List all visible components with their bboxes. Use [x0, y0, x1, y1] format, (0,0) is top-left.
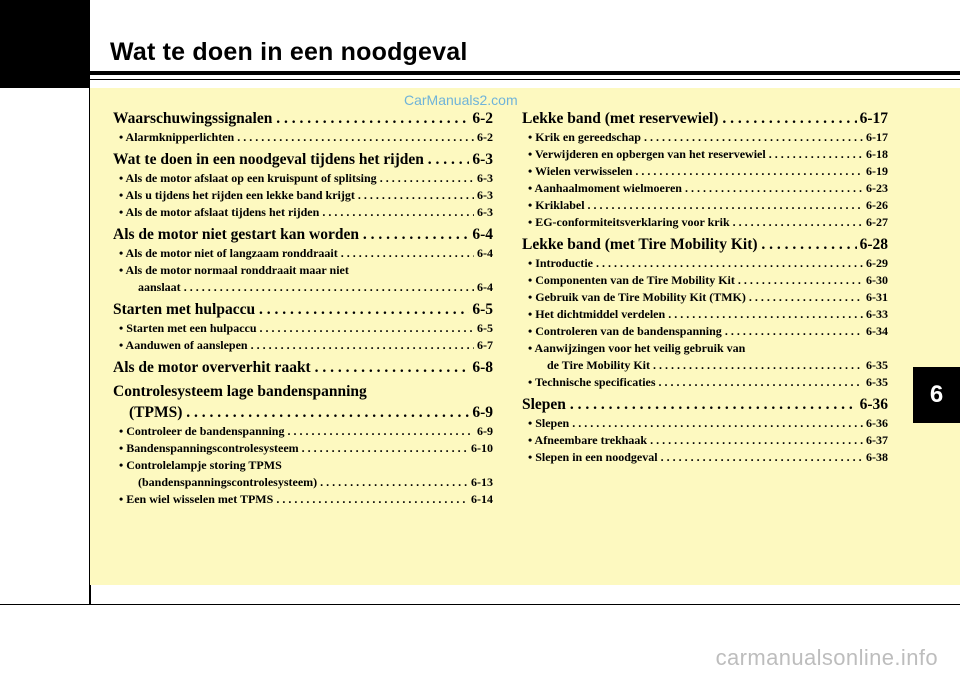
toc-section-entry[interactable] [113, 108, 493, 129]
toc-page-number: 6-30 [866, 273, 888, 287]
toc-sub-entry[interactable] [522, 255, 888, 272]
toc-entry-title: Lekke band (met reservewiel) . . . [522, 108, 857, 129]
toc-entry-title: • Een wiel wisselen met TPMS . . . [119, 491, 468, 508]
toc-page-number: 6-27 [866, 215, 888, 229]
toc-entry-title: • Bandenspanningscontrolesysteem . . . [119, 440, 468, 457]
toc-page-number: 6-26 [866, 198, 888, 212]
toc-page-number: 6-2 [472, 110, 493, 127]
toc-page-number: 6-38 [866, 450, 888, 464]
toc-sub-entry[interactable] [522, 432, 888, 449]
toc-entry-title: Starten met hulpaccu . . . [113, 299, 469, 320]
toc-sub-entry[interactable] [113, 474, 493, 491]
toc-page-number: 6-4 [472, 226, 493, 243]
toc-sub-entry[interactable] [113, 320, 493, 337]
toc-page-number: 6-33 [866, 307, 888, 321]
toc-sub-entry[interactable] [522, 415, 888, 432]
toc-sub-entry[interactable] [522, 180, 888, 197]
toc-entry-title: • Aanduwen of aanslepen . . . [119, 337, 474, 354]
toc-entry-title: • Introductie . . . [528, 255, 863, 272]
toc-page-number: 6-36 [866, 416, 888, 430]
toc-entry-title: • Controleren van de bandenspanning . . . [528, 323, 863, 340]
toc-entry-title: • Slepen . . . [528, 415, 863, 432]
toc-entry-title: • Technische specificaties . . . [528, 374, 863, 391]
toc-page-number: 6-2 [477, 130, 493, 144]
toc-page-number: 6-37 [866, 433, 888, 447]
toc-section-entry[interactable] [113, 299, 493, 320]
toc-sub-entry[interactable] [522, 272, 888, 289]
toc-sub-entry[interactable]: • Aanwijzingen voor het veilig gebruik van [528, 341, 746, 355]
toc-page-number: 6-4 [477, 280, 493, 294]
toc-page-number: 6-18 [866, 147, 888, 161]
toc-left-column [113, 105, 493, 508]
toc-page-number: 6-29 [866, 256, 888, 270]
toc-right-column [522, 105, 888, 466]
toc-sub-entry[interactable] [113, 279, 493, 296]
toc-page-number: 6-9 [472, 404, 493, 421]
toc-page-number: 6-19 [866, 164, 888, 178]
toc-entry-title: • Starten met een hulpaccu . . . [119, 320, 474, 337]
toc-sub-entry[interactable] [113, 187, 493, 204]
toc-sub-entry[interactable] [113, 337, 493, 354]
toc-page-number: 6-17 [866, 130, 888, 144]
toc-entry-title: Wat te doen in een noodgeval tijdens het rijden . . . [113, 149, 469, 170]
toc-entry-title: • Verwijderen en opbergen van het reservewiel . . . [528, 146, 863, 163]
toc-entry-title: • Componenten van de Tire Mobility Kit . . . [528, 272, 863, 289]
toc-sub-entry[interactable] [113, 491, 493, 508]
toc-entry-title: • Krik en gereedschap . . . [528, 129, 863, 146]
toc-page-number: 6-31 [866, 290, 888, 304]
toc-sub-entry[interactable] [522, 306, 888, 323]
toc-section-entry[interactable] [113, 357, 493, 378]
toc-sub-entry[interactable] [522, 449, 888, 466]
toc-section-entry[interactable] [113, 224, 493, 245]
toc-entry-title: • Slepen in een noodgeval . . . [528, 449, 863, 466]
toc-sub-entry[interactable] [113, 423, 493, 440]
toc-sub-entry[interactable]: • Controlelampje storing TPMS [119, 458, 282, 472]
toc-page-number: 6-7 [477, 338, 493, 352]
toc-page-number: 6-35 [866, 375, 888, 389]
toc-page-number: 6-34 [866, 324, 888, 338]
footer-rule [0, 604, 960, 605]
chapter-tab[interactable]: 6 [913, 367, 960, 423]
toc-page-number: 6-5 [472, 301, 493, 318]
toc-sub-entry[interactable] [113, 204, 493, 221]
toc-page-number: 6-10 [471, 441, 493, 455]
toc-page-number: 6-3 [477, 205, 493, 219]
toc-page-number: 6-3 [477, 188, 493, 202]
toc-entry-title: • Het dichtmiddel verdelen . . . [528, 306, 863, 323]
toc-entry-title: • Controleer de bandenspanning . . . [119, 423, 474, 440]
toc-sub-entry[interactable] [522, 163, 888, 180]
toc-sub-entry[interactable] [522, 129, 888, 146]
toc-section-entry[interactable] [113, 149, 493, 170]
corner-block [0, 0, 90, 88]
toc-sub-entry[interactable] [522, 197, 888, 214]
toc-page-number: 6-17 [859, 110, 888, 127]
toc-sub-entry[interactable] [113, 440, 493, 457]
toc-sub-entry[interactable] [522, 357, 888, 374]
toc-page-number: 6-9 [477, 424, 493, 438]
toc-sub-entry[interactable] [522, 374, 888, 391]
toc-entry-title: • Kriklabel . . . [528, 197, 863, 214]
toc-entry-title: • Gebruik van de Tire Mobility Kit (TMK) . . . [528, 289, 863, 306]
toc-page-number: 6-8 [472, 359, 493, 376]
toc-section-entry[interactable] [522, 234, 888, 255]
toc-sub-entry[interactable]: • Als de motor normaal ronddraait maar niet [119, 263, 349, 277]
toc-page-number: 6-23 [866, 181, 888, 195]
toc-entry-title: aanslaat . . . [138, 279, 474, 296]
toc-page-number: 6-13 [471, 475, 493, 489]
toc-page-number: 6-14 [471, 492, 493, 506]
toc-page-number: 6-35 [866, 358, 888, 372]
toc-entry-title: • Als de motor niet of langzaam ronddraait . . . [119, 245, 474, 262]
toc-section-entry[interactable] [522, 108, 888, 129]
toc-entry-title: Als de motor niet gestart kan worden . . . [113, 224, 469, 245]
toc-sub-entry[interactable] [113, 245, 493, 262]
toc-entry-title: • Als de motor afslaat tijdens het rijden . . . [119, 204, 474, 221]
toc-sub-entry[interactable] [522, 146, 888, 163]
watermark-top[interactable]: CarManuals2.com [404, 92, 518, 108]
page-title: Wat te doen in een noodgeval [110, 38, 468, 66]
toc-entry-title: (TPMS) . . . [129, 402, 469, 423]
toc-sub-entry[interactable] [522, 214, 888, 231]
toc-sub-entry[interactable] [522, 323, 888, 340]
toc-entry-title: (bandenspanningscontrolesysteem) . . . [138, 474, 468, 491]
title-thin-rule [90, 79, 960, 80]
toc-entry-title: • Aanhaalmoment wielmoeren . . . [528, 180, 863, 197]
toc-page-number: 6-5 [477, 321, 493, 335]
toc-entry-title: Waarschuwingssignalen . . . [113, 108, 469, 129]
title-underline [90, 71, 960, 75]
toc-page-number: 6-3 [477, 171, 493, 185]
toc-entry-title: • Als u tijdens het rijden een lekke band krijgt . . . [119, 187, 474, 204]
toc-entry-title: Lekke band (met Tire Mobility Kit) . . . [522, 234, 857, 255]
toc-entry-title: Slepen . . . [522, 394, 857, 415]
toc-entry-title: Als de motor oververhit raakt . . . [113, 357, 469, 378]
toc-entry-title: de Tire Mobility Kit . . . [547, 357, 863, 374]
toc-section-entry[interactable]: Controlesysteem lage bandenspanning [113, 383, 367, 400]
toc-page-number: 6-36 [859, 396, 888, 413]
toc-sub-entry[interactable] [522, 289, 888, 306]
toc-sub-entry[interactable] [113, 170, 493, 187]
toc-section-entry[interactable] [113, 402, 493, 423]
watermark-bottom[interactable]: carmanualsonline.info [715, 645, 938, 670]
toc-entry-title: • Afneembare trekhaak . . . [528, 432, 863, 449]
toc-entry-title: • EG-conformiteitsverklaring voor krik . . . [528, 214, 863, 231]
toc-page-number: 6-3 [472, 151, 493, 168]
toc-sub-entry[interactable] [113, 129, 493, 146]
toc-entry-title: • Wielen verwisselen . . . [528, 163, 863, 180]
toc-section-entry[interactable] [522, 394, 888, 415]
toc-entry-title: • Als de motor afslaat op een kruispunt of splitsing . . . [119, 170, 474, 187]
toc-page-number: 6-28 [859, 236, 888, 253]
toc-entry-title: • Alarmknipperlichten . . . [119, 129, 474, 146]
toc-page-number: 6-4 [477, 246, 493, 260]
